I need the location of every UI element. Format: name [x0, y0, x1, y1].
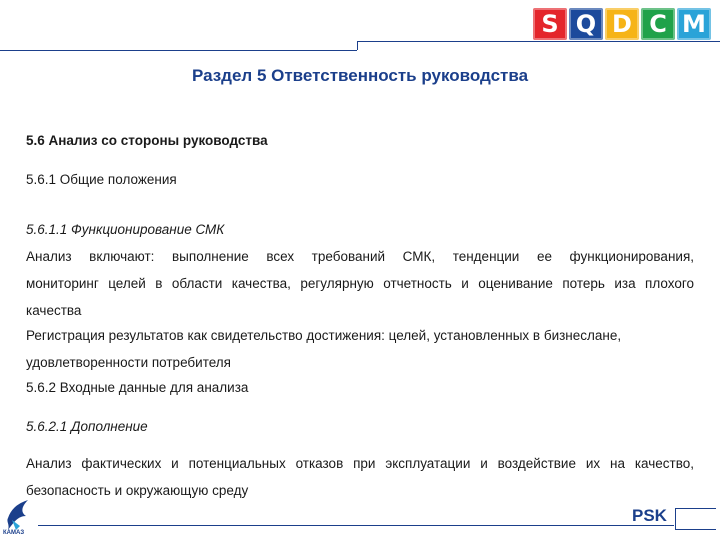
paragraph-2-line-1: Регистрация результатов как свидетельство достижения: целей, установленных в бизнеслане, [26, 328, 622, 343]
paragraph-1-line-2: мониторинг целей в области качества, регулярную отчетность и оценивание потерь иза плохого [26, 276, 694, 291]
subsection-5-6-1-1: 5.6.1.1 Функционирование СМК [26, 222, 225, 237]
psk-label: PSK [632, 506, 667, 525]
paragraph-2-line-2: удовлетворенности потребителя [26, 355, 231, 370]
paragraph-3-line-1: Анализ фактических и потенциальных отказов при эксплуатации и воздействие их на качество, [26, 456, 694, 471]
section-heading: 5.6 Анализ со стороны руководства [26, 133, 268, 148]
kamaz-logo-text: КАМАЗ [3, 530, 25, 536]
sqdcm-tile-s: S [533, 8, 567, 40]
subsection-5-6-1: 5.6.1 Общие положения [26, 172, 177, 187]
slide-title: Раздел 5 Ответственность руководства [191, 66, 529, 85]
paragraph-3-line-2: безопасность и окружающую среду [26, 483, 249, 498]
sqdcm-tile-q: Q [569, 8, 603, 40]
header-divider-step [357, 41, 358, 50]
sqdcm-tile-d: D [605, 8, 639, 40]
psk-box [675, 508, 716, 530]
paragraph-1-line-3: качества [26, 303, 82, 318]
sqdcm-tile-m: M [677, 8, 711, 40]
subsection-5-6-2: 5.6.2 Входные данные для анализа [26, 380, 249, 395]
subsection-5-6-2-1: 5.6.2.1 Дополнение [26, 419, 148, 434]
footer-divider [38, 525, 674, 526]
sqdcm-tile-c: C [641, 8, 675, 40]
sqdcm-badge [533, 8, 711, 40]
header-divider-left [0, 50, 357, 51]
header-divider-right [357, 41, 720, 42]
paragraph-1-line-1: Анализ включают: выполнение всех требований СМК, тенденции ее функционирования, [26, 249, 694, 264]
